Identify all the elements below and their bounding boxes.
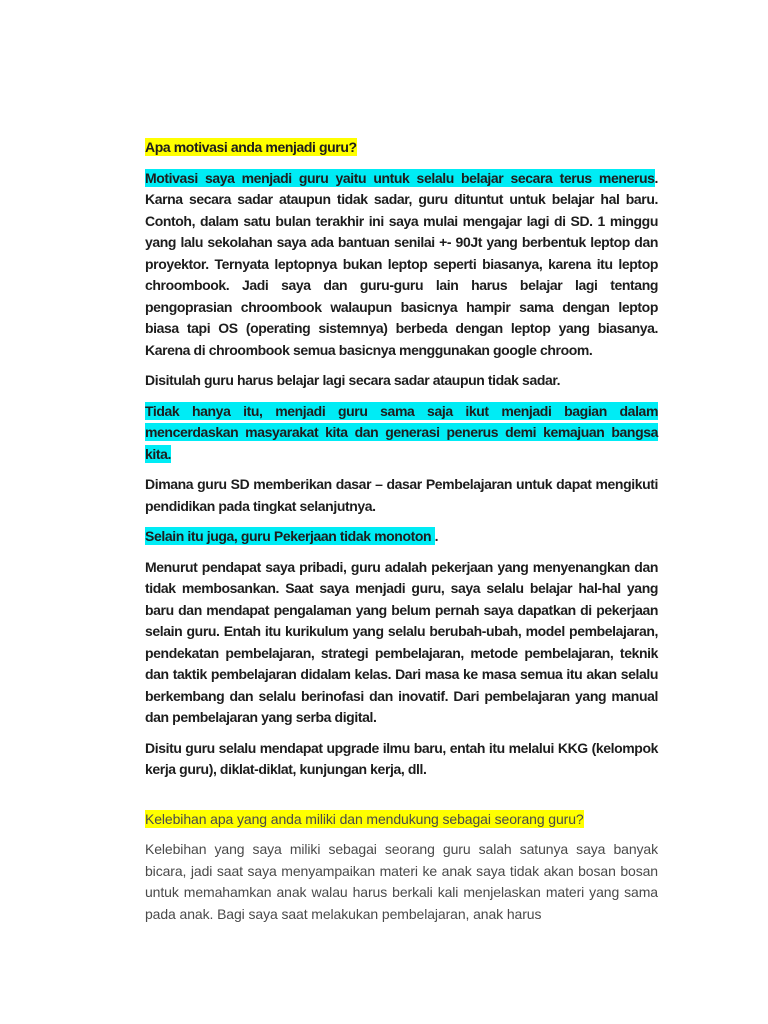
text-segment: Disitulah guru harus belajar lagi secara sadar ataupun tidak sadar.	[145, 372, 561, 388]
text-segment: Disitu guru selalu mendapat upgrade ilmu baru, entah itu melalui KKG (kelompok kerja guru), diklat-diklat, kunjungan kerja, dll.	[145, 739, 658, 777]
answer-1-paragraph-5	[145, 526, 658, 548]
text-segment: Menurut pendapat saya pribadi, guru adalah pekerjaan yang menyenangkan dan tidak membosankan. Saat saya menjadi guru, saya selalu belajar hal-hal yang baru dan mendapat pengalaman yang belum pernah saya dapatkan di pekerjaan selain guru. Entah itu kurikulum yang selalu berubah-ubah, model pembelajaran, pendekatan pembelajaran, strategi pembelajaran, metode pembelajaran, teknik dan taktik pembelajaran didalam kelas. Dari masa ke masa semua itu akan selalu berkembang dan selalu berinofasi dan inovatif. Dari pembelajaran yang manual dan pembelajaran yang serba digital.	[145, 558, 658, 725]
answer-1-paragraph-7	[145, 738, 658, 781]
answer-1-paragraph-2	[145, 370, 658, 392]
text-segment: .	[434, 528, 439, 544]
text-segment: . Karna secara sadar ataupun tidak sadar, guru dituntut untuk belajar hal baru. Contoh, dalam satu bulan terakhir ini saya mulai mengajar lagi di SD. 1 minggu yang lalu sekolahan saya ada bantuan senilai +- 90Jt yang berbentuk leptop dan proyektor. Ternyata leptopnya bukan leptop seperti biasanya, karena itu leptop chroombook. Jadi saya dan guru-guru lain harus belajar lagi tentang pengoprasian chroombook walaupun basicnya hampir sama dengan leptop biasa tapi OS (operating sistemnya) berbeda dengan leptop yang biasanya. Karena di chroombook semua basicnya menggunakan google chroom.	[145, 169, 658, 358]
text-segment: Dimana guru SD memberikan dasar – dasar Pembelajaran untuk dapat mengikuti pendidikan pada tingkat selanjutnya.	[145, 476, 658, 514]
answer-1-paragraph-1	[145, 168, 658, 362]
highlighted-text-cyan: Tidak hanya itu, menjadi guru sama saja ikut menjadi bagian dalam mencerdaskan masyarakat kita dan generasi penerus demi kemajuan bangsa kita.	[145, 402, 658, 462]
document-content	[145, 137, 658, 934]
highlighted-text-yellow: Kelebihan apa yang anda miliki dan mendukung sebagai seorang guru?	[145, 810, 584, 827]
question-1-heading	[145, 137, 658, 159]
answer-1-paragraph-3	[145, 401, 658, 466]
answer-1-paragraph-4	[145, 474, 658, 517]
answer-2-paragraph-1	[145, 839, 658, 925]
question-2-heading	[145, 809, 658, 831]
highlighted-text-cyan: Selain itu juga, guru Pekerjaan tidak monoton	[145, 528, 435, 544]
highlighted-text-yellow: Apa motivasi anda menjadi guru?	[145, 139, 357, 155]
answer-1-paragraph-6	[145, 557, 658, 729]
highlighted-text-cyan: Motivasi saya menjadi guru yaitu untuk selalu belajar secara terus menerus	[145, 169, 655, 186]
text-segment: Kelebihan yang saya miliki sebagai seorang guru salah satunya saya banyak bicara, jadi saat saya menyampaikan materi ke anak saya tidak akan bosan bosan untuk memahamkan anak walau harus berkali kali menjelaskan materi yang sama pada anak. Bagi saya saat melakukan pembelajaran, anak harus	[145, 841, 658, 922]
